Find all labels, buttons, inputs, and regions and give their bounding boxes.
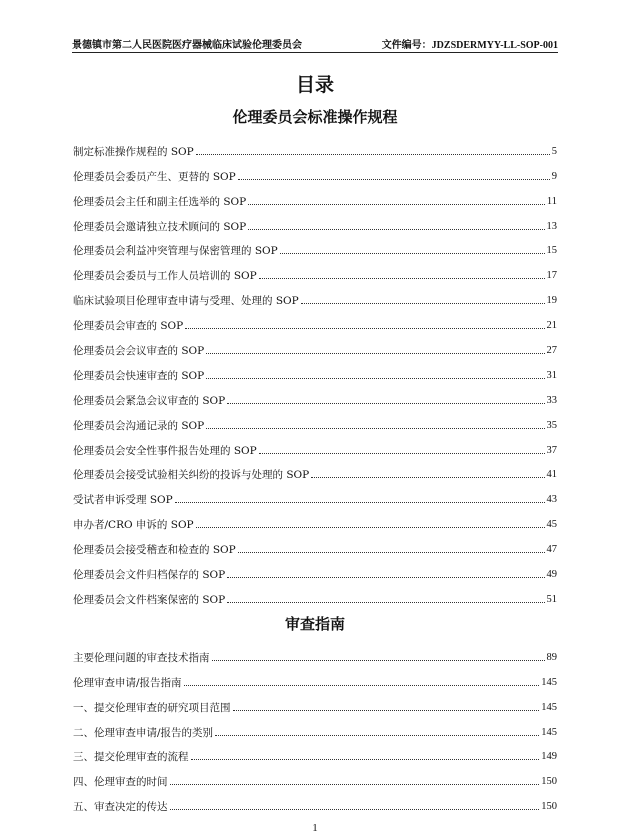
toc-entry[interactable] [73, 506, 557, 531]
toc-dot-leader [206, 378, 544, 379]
toc-entry-title: 主要伦理问题的审查技术指南 [73, 651, 210, 664]
toc-entry[interactable] [73, 407, 557, 432]
toc-entry-title: 伦理委员会主任和副主任选举的 SOP [73, 195, 247, 208]
toc-entry-page-number: 150 [541, 776, 557, 788]
toc-entry[interactable] [73, 664, 557, 689]
toc-entry-page-number: 33 [546, 394, 557, 406]
toc-dot-leader [301, 303, 545, 304]
toc-entry-page-number: 9 [551, 170, 557, 182]
toc-entry[interactable] [73, 382, 557, 407]
toc-entry-title: 伦理委员会会议审查的 SOP [73, 345, 205, 358]
toc-entry-page-number: 21 [546, 320, 557, 332]
toc-entry[interactable] [73, 556, 557, 581]
toc-entry-page-number: 150 [541, 801, 557, 813]
toc-list-sop [73, 133, 557, 606]
toc-entry-title: 伦理委员会快速审查的 SOP [73, 369, 205, 382]
toc-entry[interactable] [73, 581, 557, 606]
toc-entry[interactable] [73, 481, 557, 506]
toc-dot-leader [170, 809, 540, 810]
toc-entry-title: 一、提交伦理审查的研究项目范围 [73, 701, 231, 714]
toc-title: 目录 [295, 74, 334, 96]
toc-entry-page-number: 49 [546, 569, 557, 581]
toc-entry[interactable] [73, 689, 557, 714]
page-number: 1 [312, 822, 318, 834]
toc-entry-page-number: 51 [546, 593, 557, 605]
toc-entry[interactable] [73, 183, 557, 208]
toc-entry[interactable] [73, 432, 557, 457]
toc-entry-page-number: 5 [551, 145, 557, 157]
toc-dot-leader [227, 602, 544, 603]
toc-entry-title: 伦理委员会邀请独立技术顾问的 SOP [73, 220, 247, 233]
toc-dot-leader [238, 552, 545, 553]
toc-dot-leader [215, 735, 539, 736]
toc-entry-title: 三、提交伦理审查的流程 [73, 751, 189, 764]
toc-entry[interactable] [73, 357, 557, 382]
page-header [72, 33, 558, 53]
toc-entry-page-number: 145 [541, 726, 557, 738]
toc-entry-title: 受试者申诉受理 SOP [73, 494, 173, 507]
toc-dot-leader [227, 403, 544, 404]
toc-dot-leader [311, 477, 544, 478]
toc-dot-leader [206, 353, 544, 354]
toc-dot-leader [238, 179, 550, 180]
toc-entry[interactable] [73, 763, 557, 788]
toc-entry[interactable] [73, 208, 557, 233]
toc-dot-leader [259, 453, 545, 454]
toc-entry-title: 四、伦理审查的时间 [73, 776, 168, 789]
header-organization: 景德镇市第二人民医院医疗器械临床试验伦理委员会 [72, 40, 302, 51]
toc-entry-page-number: 35 [546, 419, 557, 431]
toc-entry[interactable] [73, 133, 557, 158]
toc-entry-title: 临床试验项目伦理审查申请与受理、处理的 SOP [73, 295, 299, 308]
header-document-number: 文件编号：JDZSDERMYY-LL-SOP-001 [381, 40, 558, 51]
toc-entry-title: 二、伦理审查申请/报告的类别 [73, 726, 214, 739]
toc-entry[interactable] [73, 639, 557, 664]
toc-dot-leader [185, 328, 544, 329]
toc-entry-page-number: 13 [546, 220, 557, 232]
toc-dot-leader [248, 229, 544, 230]
section-title-guidelines: 审查指南 [284, 615, 345, 633]
toc-entry-title: 五、审查决定的传达 [73, 801, 168, 814]
toc-entry[interactable] [73, 307, 557, 332]
toc-entry[interactable] [73, 788, 557, 813]
toc-entry[interactable] [73, 233, 557, 258]
toc-entry-title: 伦理委员会委员与工作人员培训的 SOP [73, 270, 257, 283]
toc-entry-title: 伦理委员会沟通记录的 SOP [73, 419, 205, 432]
section-title-sop: 伦理委员会标准操作规程 [232, 108, 398, 126]
toc-entry[interactable] [73, 257, 557, 282]
toc-entry[interactable] [73, 158, 557, 183]
toc-dot-leader [196, 527, 545, 528]
toc-dot-leader [212, 660, 545, 661]
toc-dot-leader [248, 204, 545, 205]
toc-entry-page-number: 31 [546, 369, 557, 381]
toc-entry-page-number: 89 [546, 651, 557, 663]
toc-dot-leader [196, 154, 550, 155]
toc-entry-title: 伦理委员会文件档案保密的 SOP [73, 593, 226, 606]
toc-entry-title: 伦理委员会文件归档保存的 SOP [73, 569, 226, 582]
toc-dot-leader [175, 502, 545, 503]
toc-entry-page-number: 37 [546, 444, 557, 456]
toc-entry-title: 伦理审查申请/报告指南 [73, 676, 182, 689]
toc-entry-page-number: 19 [546, 295, 557, 307]
toc-entry[interactable] [73, 282, 557, 307]
toc-entry-title: 制定标准操作规程的 SOP [73, 145, 194, 158]
toc-entry-page-number: 11 [546, 195, 557, 207]
toc-entry-title: 伦理委员会接受稽查和检查的 SOP [73, 544, 236, 557]
toc-entry-page-number: 17 [546, 270, 557, 282]
toc-dot-leader [233, 710, 540, 711]
toc-entry-title: 伦理委员会安全性事件报告处理的 SOP [73, 444, 257, 457]
toc-entry-title: 伦理委员会委员产生、更替的 SOP [73, 170, 236, 183]
toc-entry[interactable] [73, 457, 557, 482]
toc-entry-page-number: 145 [541, 676, 557, 688]
toc-entry-title: 伦理委员会接受试验相关纠纷的投诉与处理的 SOP [73, 469, 310, 482]
toc-dot-leader [170, 784, 540, 785]
toc-entry-title: 伦理委员会利益冲突管理与保密管理的 SOP [73, 245, 278, 258]
toc-entry-title: 伦理委员会审查的 SOP [73, 320, 184, 333]
toc-dot-leader [259, 278, 545, 279]
toc-dot-leader [191, 759, 540, 760]
toc-entry-page-number: 27 [546, 345, 557, 357]
toc-entry-title: 伦理委员会紧急会议审查的 SOP [73, 394, 226, 407]
toc-entry[interactable] [73, 332, 557, 357]
toc-entry-page-number: 145 [541, 701, 557, 713]
toc-entry-page-number: 43 [546, 494, 557, 506]
toc-entry-page-number: 41 [546, 469, 557, 481]
toc-entry[interactable] [73, 714, 557, 739]
toc-entry-page-number: 47 [546, 544, 557, 556]
toc-entry-title: 申办者/CRO 申诉的 SOP [73, 519, 194, 532]
toc-list-guidelines [73, 639, 557, 813]
toc-dot-leader [280, 253, 545, 254]
toc-entry[interactable] [73, 531, 557, 556]
toc-dot-leader [227, 577, 544, 578]
toc-entry-page-number: 15 [546, 245, 557, 257]
toc-entry-page-number: 45 [546, 519, 557, 531]
toc-entry-page-number: 149 [541, 751, 557, 763]
toc-dot-leader [206, 428, 544, 429]
toc-entry[interactable] [73, 739, 557, 764]
toc-dot-leader [184, 685, 540, 686]
